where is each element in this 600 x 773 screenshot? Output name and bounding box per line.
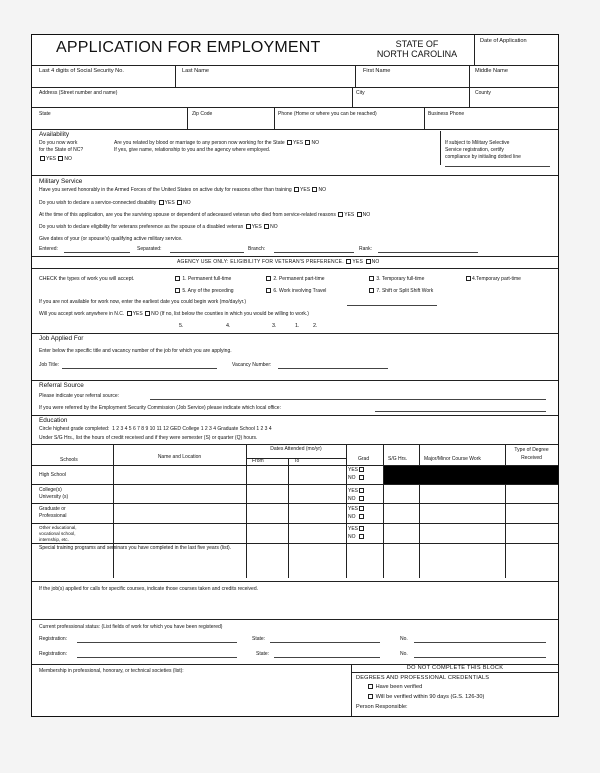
ot-grad-no-checkbox[interactable] <box>359 534 364 539</box>
high-school-blackout <box>384 466 558 484</box>
rank-label: Rank: <box>359 246 373 252</box>
selective-service-line1: If subject to Military Selective <box>445 140 510 146</box>
no-input-2[interactable] <box>414 657 546 658</box>
related-question-line2: If yes, give name, relationship to you and the agency where employed. <box>114 147 271 153</box>
employment-application-form <box>31 34 559 717</box>
college-year-choices[interactable]: 1 2 3 4 <box>200 426 217 432</box>
education-heading: Education <box>39 417 68 424</box>
agency-no-checkbox[interactable] <box>366 259 371 264</box>
earliest-date-input[interactable] <box>347 305 437 306</box>
specific-courses-label: If the job(s) applied for calls for specific courses, indicate those courses taken and credits received. <box>39 586 258 592</box>
opt2-label: 2. Permanent part-time <box>273 276 325 282</box>
opt6-checkbox[interactable] <box>266 288 271 293</box>
referral-heading: Referral Source <box>39 382 84 389</box>
col-grad-yes: YES <box>348 488 365 495</box>
hs-grad-no: NO <box>348 475 365 482</box>
person-responsible-label: Person Responsible: <box>356 704 408 710</box>
ot-grad-yes-checkbox[interactable] <box>359 526 364 531</box>
first-name-field[interactable]: First Name <box>363 68 391 74</box>
accept-nc-no-checkbox[interactable] <box>145 311 150 316</box>
military-q3: At the time of this application, are you the surviving spouse or dependent of adeceased veteran who died from service-related reasons YES NO <box>39 212 371 218</box>
sg-hours-line: Under S/G Hrs., list the hours of credit received and if they were semester (S) or quarter (Q) hours. <box>39 435 258 441</box>
opt2-checkbox[interactable] <box>266 276 271 281</box>
col-grad-header: Grad <box>358 456 370 462</box>
zip-field[interactable]: Zip Code <box>192 111 213 117</box>
job-applied-instruction: Enter below the specific title and vacancy number of the job for which you are applying. <box>39 348 232 354</box>
entered-input[interactable] <box>64 252 130 253</box>
phone-field[interactable]: Phone (Home or where you can be reached) <box>278 111 377 117</box>
date-of-application-field[interactable]: Date of Application <box>480 38 527 44</box>
mil-q4-yes-checkbox[interactable] <box>246 224 251 229</box>
state-line-2: NORTH CAROLINA <box>376 49 458 59</box>
col-grad-no: NO <box>348 496 365 503</box>
mil-q4-no-checkbox[interactable] <box>264 224 269 229</box>
branch-input[interactable] <box>274 252 354 253</box>
county-3[interactable]: 3. <box>272 323 277 329</box>
military-q4: Do you wish to declare eligibility for veterans preference as the spouse of a disabled veteran YES NO <box>39 224 278 230</box>
mil-q2-yes-checkbox[interactable] <box>159 200 164 205</box>
branch-label: Branch: <box>248 246 266 252</box>
professional-status-label: Current professional status: (List fields of work for which you have been registered) <box>39 624 223 630</box>
ot-grad-yes: YES <box>348 526 365 533</box>
opt7-label: 7. Shift or Split Shift Work <box>376 288 434 294</box>
col-to-header: To <box>294 458 300 464</box>
special-training-label: Special training programs and seminars you have completed in the last five years (list). <box>39 545 232 551</box>
job-title-input[interactable] <box>62 368 217 369</box>
ssn-field[interactable]: Last 4 digits of Social Security No. <box>39 68 124 74</box>
grade-choices[interactable]: 1 2 3 4 5 6 7 8 9 10 11 12 <box>112 426 169 432</box>
availability-heading: Availability <box>39 131 70 138</box>
military-q1: Have you served honorably in the Armed Forces of the United States on active duty for reasons other than training YES NO <box>39 187 326 193</box>
work-types-label: CHECK the types of work you will accept. <box>39 276 135 282</box>
entered-label: Entered: <box>39 246 58 252</box>
state-label-1: State: <box>252 636 266 642</box>
gr-grad-no-checkbox[interactable] <box>359 514 364 519</box>
col-from-header: From <box>252 458 264 464</box>
separated-input[interactable] <box>170 252 244 253</box>
referral-source-input[interactable] <box>150 399 546 400</box>
mil-q1-yes-checkbox[interactable] <box>294 187 299 192</box>
opt3-checkbox[interactable] <box>369 276 374 281</box>
state-field[interactable]: State <box>39 111 51 117</box>
opt4-checkbox[interactable] <box>466 276 471 281</box>
local-office-input[interactable] <box>375 411 546 412</box>
work-state-yes-checkbox[interactable] <box>40 156 45 161</box>
mil-q3-no-checkbox[interactable] <box>357 212 362 217</box>
will-verify-label: Will be verified within 90 days (G.S. 126-30) <box>375 694 485 700</box>
no-input-1[interactable] <box>414 642 546 643</box>
referral-line1: Please indicate your referral source: <box>39 393 120 399</box>
col-grad-no-checkbox[interactable] <box>359 496 364 501</box>
ged-choice[interactable]: GED <box>170 426 181 432</box>
opt6-label: 6. Work involving Travel <box>273 288 327 294</box>
opt5-checkbox[interactable] <box>175 288 180 293</box>
availability-q1-line1: Do you now work <box>39 140 78 146</box>
gr-grad-yes-checkbox[interactable] <box>359 506 364 511</box>
accept-nc-yes-checkbox[interactable] <box>127 311 132 316</box>
degrees-credentials-label: DEGREES AND PROFESSIONAL CREDENTIALS <box>356 675 490 681</box>
hs-grad-yes: YES <box>348 467 365 474</box>
mil-q3-yes-checkbox[interactable] <box>338 212 343 217</box>
hs-grad-no-checkbox[interactable] <box>359 475 364 480</box>
vacancy-input[interactable] <box>278 368 388 369</box>
agency-yes-checkbox[interactable] <box>346 259 351 264</box>
grad-year-choices[interactable]: 1 2 3 4 <box>256 426 272 432</box>
military-heading: Military Service <box>39 178 83 185</box>
gr-grad-no: NO <box>348 514 365 521</box>
address-field[interactable]: Address (Street number and name) <box>39 90 118 96</box>
row-college-label-2: University (s) <box>39 494 69 500</box>
highest-grade-line: Circle highest grade completed: 1 2 3 4 5 6 7 8 9 10 11 12 GED College 1 2 3 4 Graduate School 1 2 3 4 <box>39 426 272 432</box>
city-field[interactable]: City <box>356 90 365 96</box>
registration-input-1[interactable] <box>77 642 237 643</box>
selective-service-line2: Service registration, certify <box>445 147 504 153</box>
county-1[interactable]: 1. <box>295 323 300 329</box>
opt1-checkbox[interactable] <box>175 276 180 281</box>
verified-label: Have been verified <box>375 684 423 690</box>
no-label-1: No. <box>400 636 408 642</box>
form-title: APPLICATION FOR EMPLOYMENT <box>56 39 321 56</box>
referral-line2: If you were referred by the Employment Security Commission (Job Service) please indicate which local office: <box>39 405 281 411</box>
vacancy-label: Vacancy Number: <box>232 362 272 368</box>
county-4[interactable]: 4. <box>226 323 231 329</box>
registration-label-2: Registration: <box>39 651 68 657</box>
registration-label-1: Registration: <box>39 636 68 642</box>
military-q2: Do you wish to declare a service-connected disability YES NO <box>39 200 191 206</box>
row-graduate-label-2: Professional <box>39 513 67 519</box>
separated-label: Separated: <box>137 246 162 252</box>
mil-q1-no-checkbox[interactable] <box>312 187 317 192</box>
gr-grad-yes: YES <box>348 506 365 513</box>
related-question: Are you related by blood or marriage to any person now working for the State YES NO <box>114 140 319 146</box>
middle-name-field[interactable]: Middle Name <box>475 68 508 74</box>
not-available-line: If you are not available for work now, enter the earliest date you could begin work (mo/day/yr.) <box>39 299 247 305</box>
state-input-1[interactable] <box>270 642 380 643</box>
row-other-label-3: internship, etc. <box>39 537 69 542</box>
opt7-checkbox[interactable] <box>369 288 374 293</box>
registration-input-2[interactable] <box>77 657 237 658</box>
business-phone-field[interactable]: Business Phone <box>428 111 465 117</box>
col-dates-header: Dates Attended (mo/yr) <box>270 446 322 452</box>
related-no-checkbox[interactable] <box>305 140 310 145</box>
hs-grad-yes-checkbox[interactable] <box>359 467 364 472</box>
selective-service-line3: compliance by initialing dotted line <box>445 154 521 160</box>
row-other-label-2: vocational school, <box>39 531 76 536</box>
membership-label: Membership in professional, honorary, or technical societies (list): <box>39 668 184 674</box>
opt4-label: 4.Temporary part-time <box>472 276 521 282</box>
related-yes-checkbox[interactable] <box>287 140 292 145</box>
row-high-school-label: High School <box>39 472 66 478</box>
col-degree-header-line2: Received <box>521 455 542 461</box>
opt1-label: 1. Permanent full-time <box>182 276 232 282</box>
verified-checkbox[interactable] <box>368 684 373 689</box>
do-not-complete-label: DO NOT COMPLETE THIS BLOCK <box>406 665 504 671</box>
work-state-no-checkbox[interactable] <box>58 156 63 161</box>
state-input-2[interactable] <box>274 657 380 658</box>
col-name-header: Name and Location <box>157 454 202 460</box>
opt3-label: 3. Temporary full-time <box>376 276 425 282</box>
job-title-label: Job Title: <box>39 362 60 368</box>
col-grad-yes-checkbox[interactable] <box>359 488 364 493</box>
col-degree-header-line1: Type of Degree <box>514 447 549 453</box>
opt5-label: 5. Any of the preceding <box>182 288 234 294</box>
row-graduate-label: Graduate or <box>39 506 66 512</box>
selective-service-initial-line[interactable] <box>445 166 550 167</box>
no-label-2: No. <box>400 651 408 657</box>
military-q5: Give dates of your (or spouse's) qualifying active military service. <box>39 236 183 242</box>
mil-q2-no-checkbox[interactable] <box>177 200 182 205</box>
ot-grad-no: NO <box>348 534 365 541</box>
row-college-label: College(s) <box>39 487 62 493</box>
col-schools-header: Schools <box>60 457 78 463</box>
rank-input[interactable] <box>378 252 478 253</box>
last-name-field[interactable]: Last Name <box>182 68 210 74</box>
work-for-state-options: YES NO <box>39 156 72 163</box>
col-major-header: Major/Minor Course Work <box>424 456 481 462</box>
job-applied-heading: Job Applied For <box>39 335 84 342</box>
col-hrs-header: S/G Hrs. <box>388 456 408 462</box>
county-field[interactable]: County <box>475 90 491 96</box>
state-line-1: STATE OF <box>395 39 439 49</box>
accept-nc-line: Will you accept work anywhere in N.C. YES NO (If no, list below the counties in which you would be willing to work.) <box>39 311 309 317</box>
availability-q1-line2: for the State of NC? <box>39 147 84 153</box>
row-other-label: Other educational, <box>39 525 77 530</box>
agency-use-line: AGENCY USE ONLY: ELIGIBILITY FOR VETERAN'S PREFERENCE. YES NO <box>177 259 380 265</box>
county-5[interactable]: 5. <box>179 323 184 329</box>
county-2[interactable]: 2. <box>313 323 318 329</box>
will-verify-checkbox[interactable] <box>368 694 373 699</box>
state-label-2: State: <box>256 651 270 657</box>
